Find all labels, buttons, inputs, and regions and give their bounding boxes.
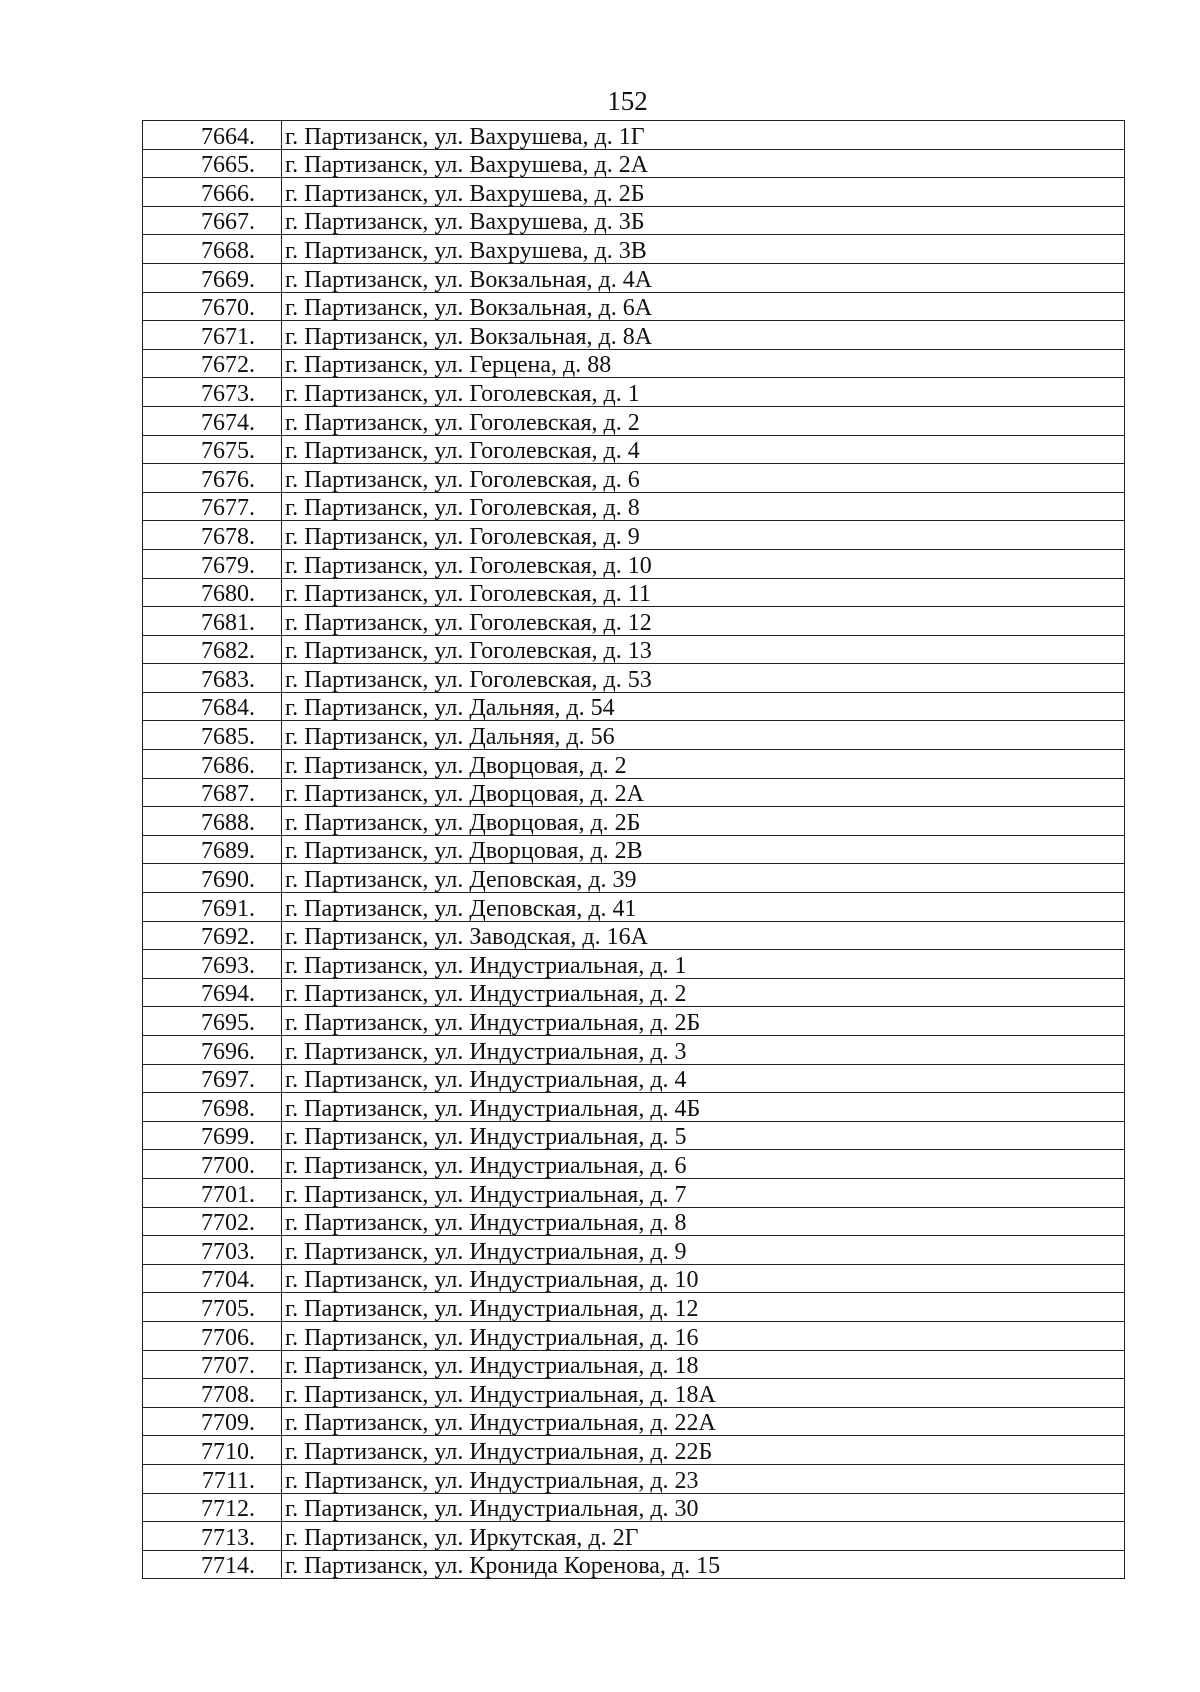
- table-row: [143, 492, 1125, 521]
- table-row: [143, 692, 1125, 721]
- table-row: [143, 178, 1125, 207]
- row-number-cell: 7696.: [143, 1036, 282, 1065]
- address-cell: г. Партизанск, ул. Вахрушева, д. 2Б: [282, 178, 1125, 207]
- row-number-cell: 7682.: [143, 635, 282, 664]
- table-row: [143, 978, 1125, 1007]
- table-row: [143, 1493, 1125, 1522]
- address-cell: г. Партизанск, ул. Заводская, д. 16А: [282, 921, 1125, 950]
- row-number-cell: 7689.: [143, 835, 282, 864]
- row-number-cell: 7670.: [143, 292, 282, 321]
- address-cell: г. Партизанск, ул. Индустриальная, д. 22Б: [282, 1436, 1125, 1465]
- row-number-cell: 7697.: [143, 1064, 282, 1093]
- row-number-cell: 7688.: [143, 807, 282, 836]
- address-cell: г. Партизанск, ул. Вокзальная, д. 6А: [282, 292, 1125, 321]
- row-number-cell: 7710.: [143, 1436, 282, 1465]
- address-cell: г. Партизанск, ул. Индустриальная, д. 16: [282, 1321, 1125, 1350]
- address-cell: г. Партизанск, ул. Гоголевская, д. 12: [282, 607, 1125, 636]
- row-number-cell: 7681.: [143, 607, 282, 636]
- table-row: [143, 1093, 1125, 1122]
- page-number: 152: [607, 86, 648, 116]
- address-cell: г. Партизанск, ул. Герцена, д. 88: [282, 349, 1125, 378]
- row-number-cell: 7713.: [143, 1522, 282, 1551]
- row-number-cell: 7699.: [143, 1121, 282, 1150]
- address-cell: г. Партизанск, ул. Вахрушева, д. 2А: [282, 149, 1125, 178]
- table-row: [143, 1064, 1125, 1093]
- address-cell: г. Партизанск, ул. Вокзальная, д. 4А: [282, 263, 1125, 292]
- table-row: [143, 807, 1125, 836]
- table-row: [143, 607, 1125, 636]
- address-cell: г. Партизанск, ул. Гоголевская, д. 11: [282, 578, 1125, 607]
- row-number-cell: 7700.: [143, 1150, 282, 1179]
- table-row: [143, 835, 1125, 864]
- table-row: [143, 321, 1125, 350]
- row-number-cell: 7714.: [143, 1550, 282, 1579]
- address-cell: г. Партизанск, ул. Дальняя, д. 54: [282, 692, 1125, 721]
- table-row: [143, 1150, 1125, 1179]
- address-cell: г. Партизанск, ул. Гоголевская, д. 8: [282, 492, 1125, 521]
- row-number-cell: 7673.: [143, 378, 282, 407]
- row-number-cell: 7695.: [143, 1007, 282, 1036]
- row-number-cell: 7664.: [143, 121, 282, 150]
- address-cell: г. Партизанск, ул. Индустриальная, д. 18: [282, 1350, 1125, 1379]
- row-number-cell: 7665.: [143, 149, 282, 178]
- address-cell: г. Партизанск, ул. Индустриальная, д. 23: [282, 1464, 1125, 1493]
- row-number-cell: 7671.: [143, 321, 282, 350]
- table-row: [143, 1464, 1125, 1493]
- address-cell: г. Партизанск, ул. Индустриальная, д. 22А: [282, 1407, 1125, 1436]
- address-cell: г. Партизанск, ул. Гоголевская, д. 10: [282, 549, 1125, 578]
- row-number-cell: 7684.: [143, 692, 282, 721]
- table-row: [143, 1264, 1125, 1293]
- row-number-cell: 7703.: [143, 1236, 282, 1265]
- table-row: [143, 750, 1125, 779]
- address-cell: г. Партизанск, ул. Индустриальная, д. 2: [282, 978, 1125, 1007]
- address-cell: г. Партизанск, ул. Дальняя, д. 56: [282, 721, 1125, 750]
- row-number-cell: 7672.: [143, 349, 282, 378]
- address-cell: г. Партизанск, ул. Индустриальная, д. 6: [282, 1150, 1125, 1179]
- row-number-cell: 7685.: [143, 721, 282, 750]
- address-cell: г. Партизанск, ул. Гоголевская, д. 2: [282, 406, 1125, 435]
- row-number-cell: 7701.: [143, 1178, 282, 1207]
- address-cell: г. Партизанск, ул. Индустриальная, д. 8: [282, 1207, 1125, 1236]
- table-row: [143, 1550, 1125, 1579]
- table-row: [143, 1321, 1125, 1350]
- table-row: [143, 950, 1125, 979]
- address-cell: г. Партизанск, ул. Индустриальная, д. 7: [282, 1178, 1125, 1207]
- address-cell: г. Партизанск, ул. Вахрушева, д. 3В: [282, 235, 1125, 264]
- row-number-cell: 7711.: [143, 1464, 282, 1493]
- address-cell: г. Партизанск, ул. Дворцовая, д. 2А: [282, 778, 1125, 807]
- row-number-cell: 7677.: [143, 492, 282, 521]
- row-number-cell: 7707.: [143, 1350, 282, 1379]
- table-row: [143, 121, 1125, 150]
- table-row: [143, 1379, 1125, 1408]
- address-table-body: [143, 121, 1125, 1579]
- row-number-cell: 7691.: [143, 893, 282, 922]
- table-row: [143, 464, 1125, 493]
- row-number-cell: 7705.: [143, 1293, 282, 1322]
- table-row: [143, 235, 1125, 264]
- address-cell: г. Партизанск, ул. Индустриальная, д. 5: [282, 1121, 1125, 1150]
- row-number-cell: 7679.: [143, 549, 282, 578]
- table-row: [143, 263, 1125, 292]
- table-row: [143, 292, 1125, 321]
- table-row: [143, 206, 1125, 235]
- address-cell: г. Партизанск, ул. Вахрушева, д. 3Б: [282, 206, 1125, 235]
- address-cell: г. Партизанск, ул. Индустриальная, д. 1: [282, 950, 1125, 979]
- row-number-cell: 7683.: [143, 664, 282, 693]
- table-row: [143, 349, 1125, 378]
- row-number-cell: 7694.: [143, 978, 282, 1007]
- address-cell: г. Партизанск, ул. Индустриальная, д. 4Б: [282, 1093, 1125, 1122]
- row-number-cell: 7698.: [143, 1093, 282, 1122]
- table-row: [143, 1407, 1125, 1436]
- address-cell: г. Партизанск, ул. Гоголевская, д. 9: [282, 521, 1125, 550]
- table-row: [143, 406, 1125, 435]
- row-number-cell: 7704.: [143, 1264, 282, 1293]
- table-row: [143, 1036, 1125, 1065]
- row-number-cell: 7706.: [143, 1321, 282, 1350]
- row-number-cell: 7687.: [143, 778, 282, 807]
- table-row: [143, 378, 1125, 407]
- row-number-cell: 7669.: [143, 263, 282, 292]
- address-cell: г. Партизанск, ул. Гоголевская, д. 4: [282, 435, 1125, 464]
- row-number-cell: 7692.: [143, 921, 282, 950]
- address-cell: г. Партизанск, ул. Иркутская, д. 2Г: [282, 1522, 1125, 1551]
- row-number-cell: 7676.: [143, 464, 282, 493]
- row-number-cell: 7709.: [143, 1407, 282, 1436]
- address-cell: г. Партизанск, ул. Кронида Коренова, д. 15: [282, 1550, 1125, 1579]
- row-number-cell: 7680.: [143, 578, 282, 607]
- address-table: [142, 120, 1125, 1579]
- row-number-cell: 7690.: [143, 864, 282, 893]
- table-row: [143, 778, 1125, 807]
- table-row: [143, 864, 1125, 893]
- address-cell: г. Партизанск, ул. Дворцовая, д. 2: [282, 750, 1125, 779]
- row-number-cell: 7667.: [143, 206, 282, 235]
- table-row: [143, 435, 1125, 464]
- table-row: [143, 549, 1125, 578]
- address-cell: г. Партизанск, ул. Деповская, д. 41: [282, 893, 1125, 922]
- table-row: [143, 1436, 1125, 1465]
- address-cell: г. Партизанск, ул. Индустриальная, д. 30: [282, 1493, 1125, 1522]
- row-number-cell: 7693.: [143, 950, 282, 979]
- table-row: [143, 1522, 1125, 1551]
- table-row: [143, 893, 1125, 922]
- table-row: [143, 664, 1125, 693]
- table-row: [143, 1178, 1125, 1207]
- table-row: [143, 149, 1125, 178]
- address-cell: г. Партизанск, ул. Вокзальная, д. 8А: [282, 321, 1125, 350]
- row-number-cell: 7675.: [143, 435, 282, 464]
- table-row: [143, 921, 1125, 950]
- address-cell: г. Партизанск, ул. Деповская, д. 39: [282, 864, 1125, 893]
- row-number-cell: 7666.: [143, 178, 282, 207]
- table-row: [143, 521, 1125, 550]
- address-cell: г. Партизанск, ул. Гоголевская, д. 53: [282, 664, 1125, 693]
- row-number-cell: 7668.: [143, 235, 282, 264]
- row-number-cell: 7678.: [143, 521, 282, 550]
- address-cell: г. Партизанск, ул. Индустриальная, д. 12: [282, 1293, 1125, 1322]
- row-number-cell: 7702.: [143, 1207, 282, 1236]
- address-cell: г. Партизанск, ул. Дворцовая, д. 2В: [282, 835, 1125, 864]
- row-number-cell: 7712.: [143, 1493, 282, 1522]
- address-cell: г. Партизанск, ул. Индустриальная, д. 4: [282, 1064, 1125, 1093]
- table-row: [143, 1121, 1125, 1150]
- row-number-cell: 7708.: [143, 1379, 282, 1408]
- table-row: [143, 1007, 1125, 1036]
- table-row: [143, 1236, 1125, 1265]
- address-cell: г. Партизанск, ул. Гоголевская, д. 13: [282, 635, 1125, 664]
- address-cell: г. Партизанск, ул. Дворцовая, д. 2Б: [282, 807, 1125, 836]
- address-cell: г. Партизанск, ул. Индустриальная, д. 10: [282, 1264, 1125, 1293]
- row-number-cell: 7686.: [143, 750, 282, 779]
- address-cell: г. Партизанск, ул. Индустриальная, д. 9: [282, 1236, 1125, 1265]
- table-row: [143, 1293, 1125, 1322]
- address-cell: г. Партизанск, ул. Индустриальная, д. 3: [282, 1036, 1125, 1065]
- address-cell: г. Партизанск, ул. Индустриальная, д. 2Б: [282, 1007, 1125, 1036]
- table-row: [143, 635, 1125, 664]
- table-row: [143, 721, 1125, 750]
- table-row: [143, 578, 1125, 607]
- row-number-cell: 7674.: [143, 406, 282, 435]
- address-cell: г. Партизанск, ул. Гоголевская, д. 1: [282, 378, 1125, 407]
- address-cell: г. Партизанск, ул. Индустриальная, д. 18А: [282, 1379, 1125, 1408]
- table-row: [143, 1207, 1125, 1236]
- table-row: [143, 1350, 1125, 1379]
- address-cell: г. Партизанск, ул. Гоголевская, д. 6: [282, 464, 1125, 493]
- address-cell: г. Партизанск, ул. Вахрушева, д. 1Г: [282, 121, 1125, 150]
